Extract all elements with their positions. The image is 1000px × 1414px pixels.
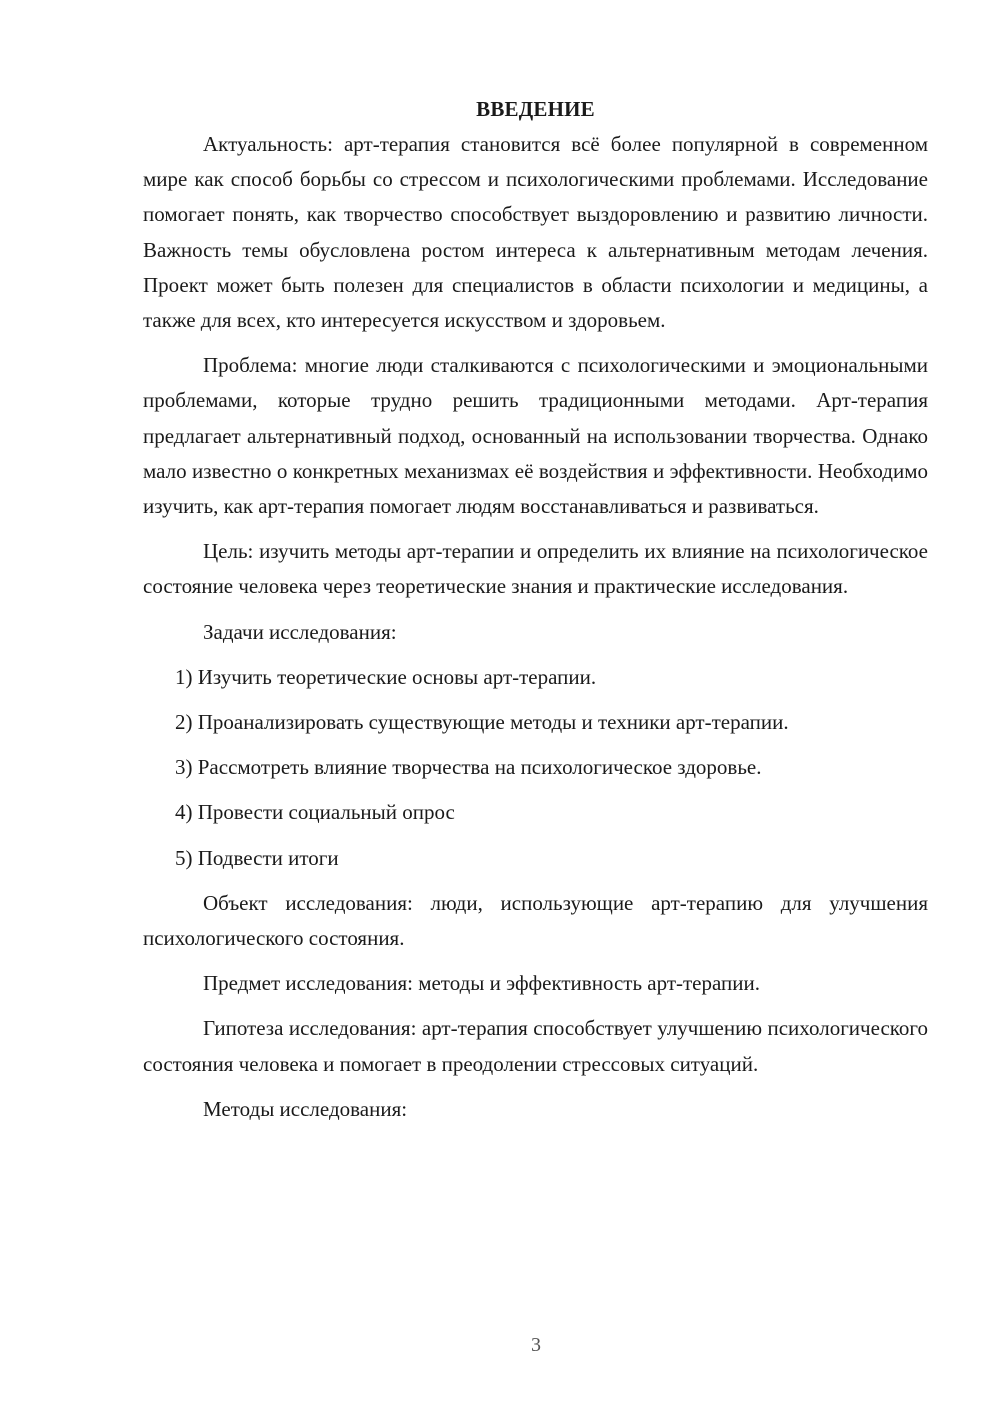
list-item: 2) Проанализировать существующие методы и техники арт-терапии. <box>175 710 789 735</box>
paragraph-goal: Цель: изучить методы арт-терапии и определить их влияние на психологическое состояние человека через теоретические знания и практические исследования. <box>143 539 928 599</box>
methods-heading: Методы исследования: <box>203 1096 408 1121</box>
paragraph-object: Объект исследования: люди, использующие арт-терапию для улучшения психологического состояния. <box>143 890 928 951</box>
tasks-list <box>143 660 928 876</box>
paragraph-relevance: Актуальность: арт-терапия становится всё более популярной в современном мире как способ борьбы со стрессом и психологическими проблемами. Исследование помогает понять, как творчество способствует выздоровлению и развитию личности. Важность темы обусловлена ростом интереса к альтернативным методам лечения. Проект может быть полезен для специалистов в области психологии и медицины, а также для всех, кто интересуется искусством и здоровьем. <box>143 132 928 333</box>
paragraph-hypothesis: Гипотеза исследования: арт-терапия способствует улучшению психологического состояния человека и помогает в преодолении стрессовых ситуаций. <box>143 1016 928 1076</box>
page-number: 3 <box>531 1334 541 1356</box>
document-page <box>143 92 928 1137</box>
list-item: 1) Изучить теоретические основы арт-терапии. <box>175 664 597 689</box>
list-item: 5) Подвести итоги <box>175 845 339 870</box>
page-title: ВВЕДЕНИЕ <box>476 97 595 121</box>
paragraph-problem: Проблема: многие люди сталкиваются с психологическими и эмоциональными проблемами, которые трудно решить традиционными методами. Арт-терапия предлагает альтернативный подход, основанный на использовании творчества. Однако мало известно о конкретных механизмах её воздействия и эффективности. Необходимо изучить, как арт-терапия помогает людям восстанавливаться и развиваться. <box>143 353 928 519</box>
list-item: 3) Рассмотреть влияние творчества на психологическое здоровье. <box>175 755 762 780</box>
tasks-heading: Задачи исследования: <box>203 619 397 644</box>
list-item: 4) Провести социальный опрос <box>175 800 455 825</box>
paragraph-subject: Предмет исследования: методы и эффективность арт-терапии. <box>203 971 761 996</box>
